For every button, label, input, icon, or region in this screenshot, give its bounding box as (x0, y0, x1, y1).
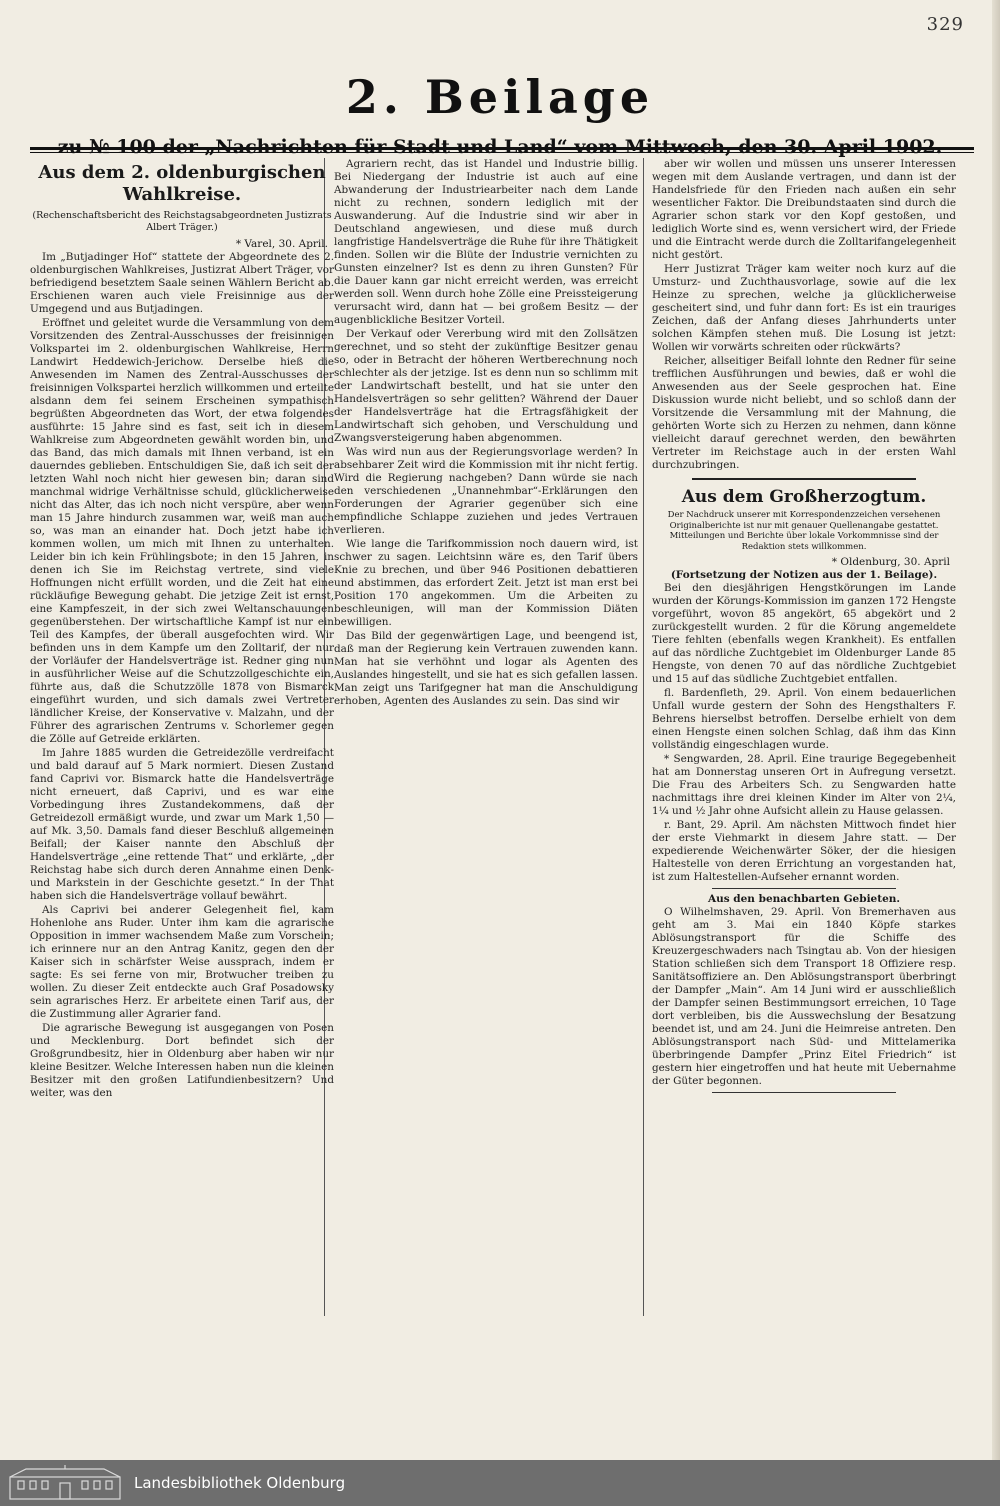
section-headline: Aus den benachbarten Gebieten. (707, 893, 901, 905)
column-1 (30, 158, 334, 1316)
paragraph: * Sengwarden, 28. April. Eine traurige Begegebenheit hat am Donnerstag unseren Ort in Aufregung versetzt. Die Frau des Arbeiters Sch. zu Sengwarden hatte nachmittags ihre drei kleinen Kinder im Alter von 2¼, 1¼ und ½ Jahr ohne Aufsicht allein zu Hause gelassen. (652, 753, 956, 817)
article-dateline: * Varel, 30. April. (235, 238, 328, 250)
paragraph: Agrariern recht, das ist Handel und Industrie billig. Bei Niedergang der Industrie ist auch auf eine Abwanderung der Industriearbeiter nach dem Lande nicht zu rechnen, sondern lediglich mit der Auswanderung. Auf die Industrie sind wir aber in Deutschland angewiesen, und diese muß durch langfristige Handelsverträge die Ruhe für ihre Thätigkeit finden. Sollen wir die Blüte der Industrie vernichten zu Gunsten einzelner? Ist es denn zu ihren Gunsten? Für die Dauer kann gar nicht erreicht werden, was erreicht werden soll. Wenn durch hohe Zölle eine Preissteigerung verursacht wird, dann hat — bei großem Besitz — der augenblickliche Besitzer Vorteil. (334, 158, 638, 326)
column-2 (334, 158, 638, 1316)
paragraph: Eröffnet und geleitet wurde die Versammlung von dem Vorsitzenden des Zentral-Ausschusses der freisinnigen Volkspartei im 2. oldenburgischen Wahlkreise, Herrn Landwirt Heddewich-Jerichow. Derselbe hieß die Anwesenden im Namen des Zentral-Ausschusses der freisinnigen Volkspartei herzlich willkommen und erteilte alsdann dem fei seinem Erscheinen sympathisch begrüßten Abgeordneten das Wort, der etwa folgendes ausführte: 15 Jahre sind es fast, seit ich in diesem Wahlkreise zum Abgeordneten gewählt worden bin, und das Band, das mich damals mit Ihnen verband, ist ein dauerndes geblieben. Entschuldigen Sie, daß ich seit der letzten Wahl noch nicht hier gewesen bin; daran sind manchmal widrige Verhältnisse schuld, glücklicherweise nicht das Alter, das ich noch nicht verspüre, aber wenn man 15 Jahre hindurch zusammen war, weiß man auch so, was man an einander hat. Doch jetzt habe ich kommen wollen, um mich mit Ihnen zu unterhalten. Leider bin ich kein Frühlingsbote; in den 15 Jahren, in denen ich Sie im Reichstag vertrete, sind viele Hoffnungen nicht erfüllt worden, und die Zeit hat eine rückläufige Bewegung gehabt. Die jetzige Zeit ist ernst, eine Kampfeszeit, in der sich zwei Weltanschauungen gegenüberstehen. Der wirtschaftliche Kampf ist nur ein Teil des Kampfes, der überall ausgefochten wird. Wir befinden uns in dem Kampfe um den Zolltarif, der nur der Vorläufer der Handelsverträge ist. Redner ging nun in ausführlicher Weise auf die Schutzzollgeschichte ein, führte aus, daß die Schutzzölle 1878 von Bismarck eingeführt wurden, und sich damals zwei Vertreter ländlicher Kreise, der Konservative v. Malzahn, und der Führer des agrarischen Zentrums v. Schorlemer gegen die Zölle auf Getreide erklärten. (30, 317, 334, 745)
library-building-icon (6, 1460, 126, 1506)
paragraph: Der Verkauf oder Vererbung wird mit den Zollsätzen gerechnet, und so steht der zukünftige Besitzer genau so, oder in Betracht der höheren Wertberechnung noch schlechter als der jetzige. Ist es denn nun so schlimm mit der Landwirtschaft bestellt, und hat sie unter den Handelsverträgen so sehr gelitten? Während der Dauer der Handelsverträge hat die Ertragsfähigkeit der Landwirtschaft sich gehoben, und Verschuldung und Zwangsversteigerung haben abgenommen. (334, 328, 638, 444)
supplement-subtitle: zu № 100 der „Nachrichten für Stadt und Land“ vom Mittwoch, den 30. April 1902. (57, 136, 943, 158)
section-dateline: * Oldenburg, 30. April (831, 556, 950, 568)
paragraph: Das Bild der gegenwärtigen Lage, und beengend ist, daß man der Regierung kein Vertrauen zuwenden kann. Man hat sie verhöhnt und logar als Agenten des Auslandes hingestellt, und sie hat es sich gefallen lassen. Man zeigt uns Tarifgegner hat man die Anschuldigung erhoben, Agenten des Auslandes zu sein. Das sind wir (334, 630, 638, 707)
section-body (652, 582, 956, 884)
end-rule (712, 1092, 896, 1093)
paragraph: aber wir wollen und müssen uns unserer Interessen wegen mit dem Auslande vertragen, und dann ist der Handelsfriede für den Frieden nach außen ein sehr wesentlicher Faktor. Die Dreibundstaaten sind durch die Agrarier schon stark vor den Kopf gestoßen, und lediglich Worte sind es, wenn versichert wird, der Friede und die Eintracht werde durch die Zolltarifangelegenheit nicht gestört. (652, 158, 956, 261)
paragraph: Im Jahre 1885 wurden die Getreidezölle verdreifacht und bald darauf auf 5 Mark normiert. Diesen Zustand fand Caprivi vor. Bismarck hatte die Handelsverträge nicht erneuert, daß Caprivi, und es war eine Vorbedingung ihres Zustandekommens, daß der Getreidezoll ermäßigt wurde, und zwar um Mark 1,50 — auf Mk. 3,50. Damals fand dieser Beschluß allgemeinen Beifall; der Kaiser nannte den Abschluß der Handelsverträge „eine rettende That“ und erklärte, „der Reichstag habe sich durch deren Annahme einen Denk- und Markstein in der Geschichte gesetzt.“ In der That haben sich die Handelsverträge vollauf bewährt. (30, 747, 334, 902)
page-number: 329 (926, 14, 964, 35)
paragraph: Herr Justizrat Träger kam weiter noch kurz auf die Umsturz- und Zuchthausvorlage, sowie auf die lex Heinze zu sprechen, welche ja glücklicherweise gescheitert sind, und fuhr dann fort: Es ist ein trauriges Zeichen, daß der Anfang dieses Jahrhunderts unter solchen Kämpfen stehen muß. Die Losung ist jetzt: Wollen wir vorwärts schreiten oder rückwärts? (652, 263, 956, 353)
paragraph: O Wilhelmshaven, 29. April. Von Bremerhaven aus geht am 3. Mai ein 1840 Köpfe starkes Ablösungstransport für die Schiffe des Kreuzergeschwaders nach Tsingtau ab. Von der hiesigen Station schließen sich dem Transport 18 Offiziere resp. Sanitätsoffiziere an. Den Ablösungstransport überbringt der Dampfer „Main“. Am 14 Juni wird er ausschließlich der Dampfer seinen Bestimmungsort erreichen, 10 Tage dort verbleiben, bis die Ausswechslung der Besatzung beendet ist, und am 24. Juni die Heimreise antreten. Den Ablösungstransport nach Süd- und Mittelamerika überbringende Dampfer „Prinz Eitel Friedrich“ ist gestern hier eingetroffen und hat heute mit Uebernahme der Güter begonnen. (652, 906, 956, 1087)
article-body (30, 251, 334, 1100)
column-3 (652, 158, 956, 1316)
paragraph: Als Caprivi bei anderer Gelegenheit fiel, kam Hohenlohe ans Ruder. Unter ihm kam die agrarische Opposition in immer wachsendem Maße zum Vorschein; ich erinnere nur an den Antrag Kanitz, gegen den der Kaiser sich in schärfster Weise aussprach, indem er sagte: Es sei ferne von mir, Brotwucher treiben zu wollen. Zu dieser Zeit entdeckte auch Graf Posadowsky sein agrarisches Herz. Er arbeitete einen Tarif aus, der die Zustimmung aller Agrarier fand. (30, 904, 334, 1020)
article-headline: Aus dem 2. oldenburgischen Wahlkreise. (38, 162, 326, 205)
library-name: Landesbibliothek Oldenburg (134, 1474, 346, 1492)
section-rule (692, 478, 916, 480)
reprint-notice: Der Nachdruck unserer mit Korrespondenzzeichen versehenen Originalberichte ist nur mit genauer Quellenangabe gestattet. Mitteilungen und Berichte über lokale Vorkommnisse sind der Redaktion stets willkommen. (667, 510, 941, 552)
article-body (334, 158, 638, 708)
paragraph: Bei den diesjährigen Hengstkörungen im Lande wurden der Körungs-Kommission im ganzen 172 Hengste vorgeführt, wovon 85 angekört, 65 abgekört und 2 zurückgestellt wurden. 2 für die Körung angemeldete Tiere fehlten (ebenfalls wegen Krankheit). Es entfallen auf das nördliche Zuchtgebiet im Oldenburger Lande 85 Hengste, von denen 70 auf das nördliche Zuchtgebiet und 15 auf das südliche Zuchtgebiet entfallen. (652, 582, 956, 685)
paragraph: Im „Butjadinger Hof“ stattete der Abgeordnete des 2. oldenburgischen Wahlkreises, Justizrat Albert Träger, vor befriedigend besetztem Saale seinen Wählern Bericht ab. Erschienen waren auch viele Freisinnige aus der Umgegend und aus Butjadingen. (30, 251, 334, 315)
paragraph: Was wird nun aus der Regierungsvorlage werden? In absehbarer Zeit wird die Kommission mit ihr nicht fertig. Wird die Regierung nachgeben? Dann würde sie nach den verschiedenen „Unannehmbar“-Erklärungen den Forderungen der Agrarier gegenüber sich eine empfindliche Schlappe zuziehen und jedes Vertrauen verlieren. (334, 446, 638, 536)
continuation-note: (Fortsetzung der Notizen aus der 1. Beilage). (670, 569, 938, 581)
footer-bar (0, 1460, 1000, 1506)
section-rule (712, 888, 896, 889)
masthead (0, 70, 1000, 158)
masthead-rule (30, 147, 974, 153)
paragraph: Wie lange die Tarifkommission noch dauern wird, ist schwer zu sagen. Leichtsinn wäre es, den Tarif übers Knie zu brechen, und über 946 Positionen debattieren und abstimmen, das erfordert Zeit. Jetzt ist man erst bei Position 170 angekommen. Um die Arbeiten zu beschleunigen, will man der Kommission Diäten bewilligen. (334, 538, 638, 628)
paragraph: Reicher, allseitiger Beifall lohnte den Redner für seine trefflichen Ausführungen und bewies, daß er wohl die Anwesenden aus der Seele gesprochen hat. Eine Diskussion wurde nicht beliebt, und so schloß dann der Vorsitzende die Versammlung mit der Mahnung, die gehörten Worte sich zu Herzen zu nehmen, dann könne vielleicht darauf gerechnet werden, den bewährten Vertreter im Reichstage auch in der ersten Wahl durchzubringen. (652, 355, 956, 471)
section-headline: Aus dem Großherzogtum. (681, 487, 927, 507)
paragraph: Die agrarische Bewegung ist ausgegangen von Posen und Mecklenburg. Dort befindet sich der Großgrundbesitz, hier in Oldenburg aber haben wir nur kleine Besitzer. Welche Interessen haben nun die kleinen Besitzer mit den großen Latifundienbesitzern? Und weiter, was den (30, 1022, 334, 1099)
section-body (652, 906, 956, 1088)
paragraph: fl. Bardenfleth, 29. April. Von einem bedauerlichen Unfall wurde gestern der Sohn des Hengsthalters F. Behrens hierselbst betroffen. Derselbe erhielt von dem einen Hengste einen solchen Schlag, daß ihm das Kinn vollständig eingeschlagen wurde. (652, 687, 956, 751)
scan-edge (992, 0, 1000, 1460)
column-divider (643, 158, 644, 1316)
paragraph: r. Bant, 29. April. Am nächsten Mittwoch findet hier der erste Viehmarkt in diesem Jahre statt. — Der expedierende Weichenwärter Söker, der die hiesigen Haltestelle von deren Errichtung an vorgestanden hat, ist zum Haltestellen-Aufseher ernannt worden. (652, 819, 956, 883)
article-body (652, 158, 956, 472)
article-subhead: (Rechenschaftsbericht des Reichstagsabgeordneten Justizrats Albert Träger.) (32, 210, 332, 233)
supplement-title: 2. Beilage (345, 70, 655, 124)
